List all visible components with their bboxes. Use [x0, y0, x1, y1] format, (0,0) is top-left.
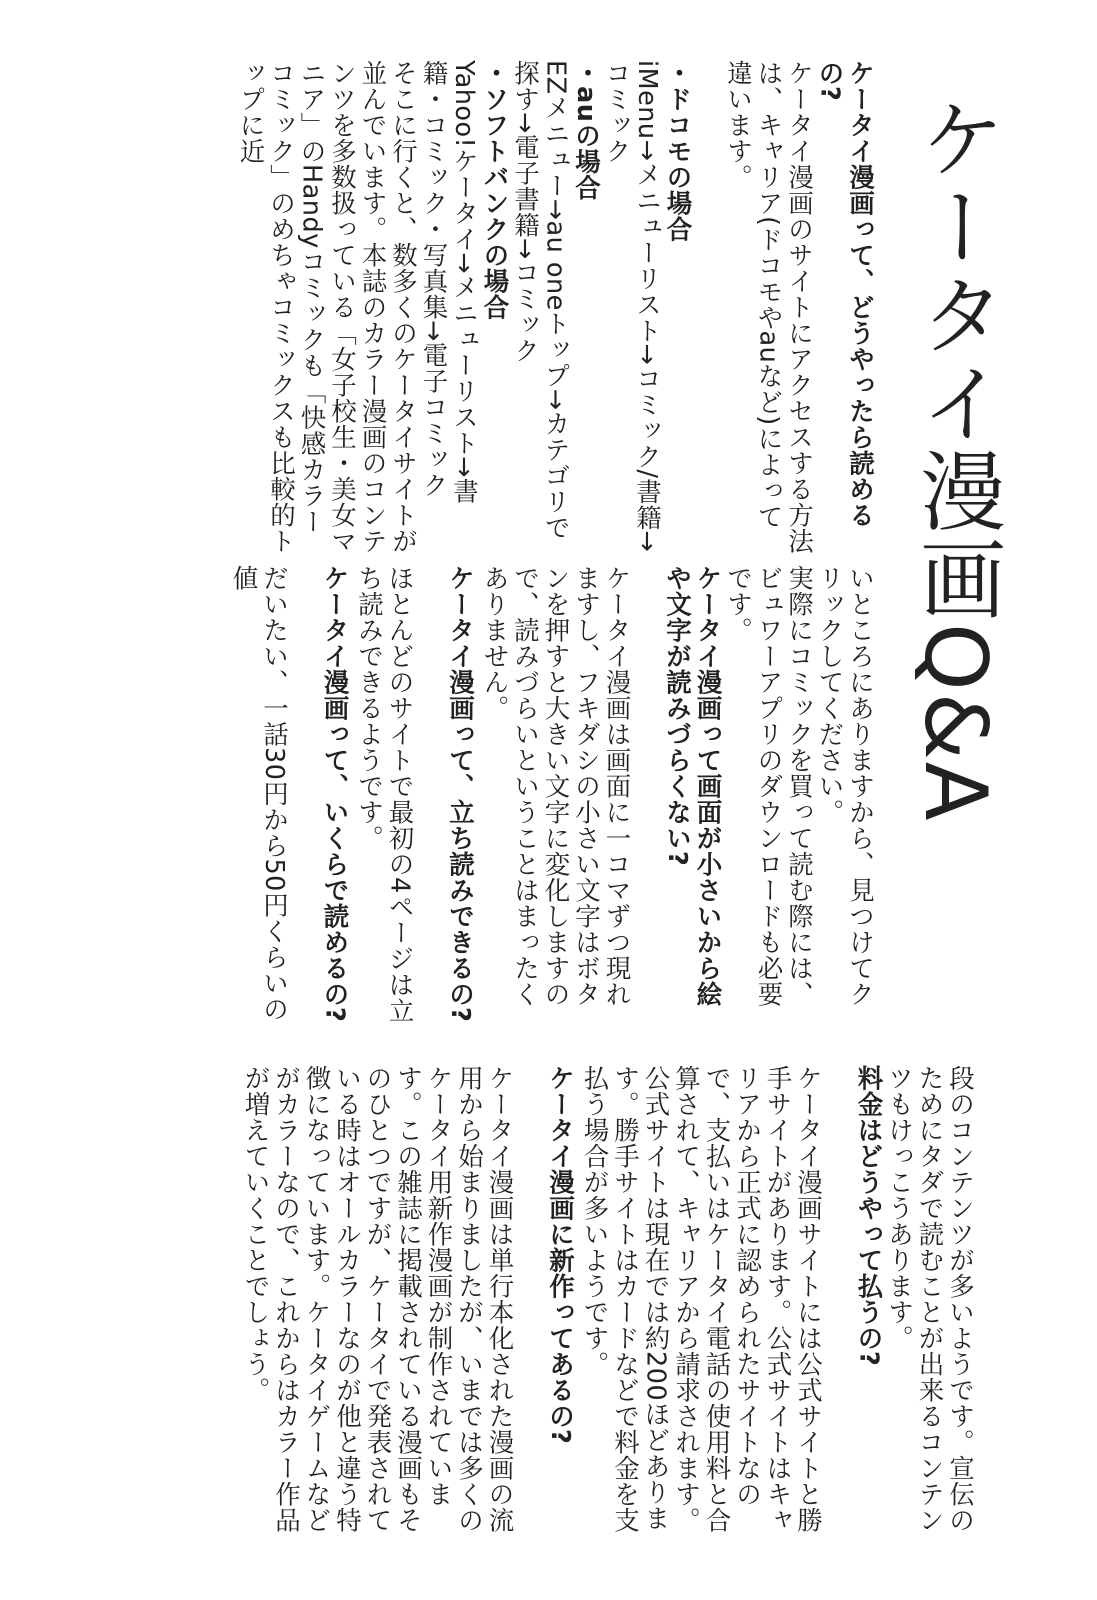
- answer-preview: ほとんどのサイトで最初の4ページは立ち読みできるようです。: [354, 565, 415, 1024]
- answer-how-to-read-continued: そこに行くと、数多くのケータイサイトが並んでいます。本誌のカラー漫画のコンテンツを多数扱っている「女子校生・美女マニア」のHandyコミックも「快感カラーコミック」のめちゃコミックスも比較的トップに近: [235, 60, 418, 554]
- qa-column-1: [115, 60, 875, 555]
- qa-column-2: [115, 565, 875, 1030]
- docomo-heading: ・ドコモの場合: [662, 60, 693, 242]
- au-path: EZメニュー→au oneトップ→カテゴリで探す→電子書籍→コミック: [510, 60, 571, 541]
- softbank-heading: ・ソフトバンクの場合: [479, 60, 510, 320]
- answer-how-to-read-end: いところにありますから、見つけてクリックしてください。: [814, 565, 875, 1007]
- answer-new-works: ケータイ漫画は単行本化された漫画の流用から始まりましたが、いまでは多くのケータイ用新作漫画が制作されています。この雑誌に掲載されている漫画もそのひとつですが、ケータイで発表されている時はオールカラーなのが他と違う特徴になっています。ケータイゲームなどがカラーなので、これからはカラー作品が増えていくことでしょう。: [240, 1065, 515, 1533]
- answer-how-to-read: ケータイ漫画のサイトにアクセスする方法は、キャリア(ドコモやauなど)によって違います。: [723, 60, 814, 554]
- question-new-works: ケータイ漫画に新作ってあるの?: [545, 1065, 575, 1445]
- answer-price-end: 段のコンテンツが多いようです。宣伝のためにタダで読むことが出来るコンテンツもけっこうあります。: [884, 1065, 975, 1533]
- answer-payment: ケータイ漫画サイトには公式サイトと勝手サイトがあります。公式サイトはキャリアから正式に認められたサイトなので、支払いはケータイ電話の使用料と合算されて、キャリアから請求されます。公式サイトは現在では約200ほどあります。勝手サイトはカードなどで料金を支払う場合が多いようです。: [579, 1065, 823, 1533]
- question-payment: 料金はどうやって払うの?: [853, 1065, 884, 1367]
- answer-viewer-app: 実際にコミックを買って読む際には、ビュワーアプリのダウンロードも必要です。: [723, 565, 814, 1007]
- softbank-path: Yahoo!ケータイ→メニューリスト→書籍・コミック・写真集→電子コミック: [418, 60, 479, 505]
- question-price: ケータイ漫画って、いくらで読めるの?: [319, 565, 350, 1023]
- question-how-to-read: ケータイ漫画って、どうやったら読めるの?: [814, 60, 875, 528]
- answer-screen-small: ケータイ漫画は画面に一コマずつ現れますし、フキダシの小さい文字はボタンを押すと大きい文字に変化しますので、読みづらいということはまったくありません。: [479, 565, 632, 1007]
- answer-price: だいたい、一話30円から50円くらいの値: [228, 565, 289, 1022]
- docomo-path: iMenu→メニューリスト→コミック/書籍→コミック: [601, 60, 662, 553]
- page-title: ケータイ漫画Q&A: [905, 95, 1005, 823]
- question-screen-small: ケータイ漫画って画面が小さいから絵や文字が読みづらくない?: [662, 565, 723, 1007]
- qa-column-3: [115, 1065, 975, 1555]
- question-preview: ケータイ漫画って、立ち読みできるの?: [445, 565, 475, 1023]
- au-heading: ・auの場合: [571, 60, 601, 201]
